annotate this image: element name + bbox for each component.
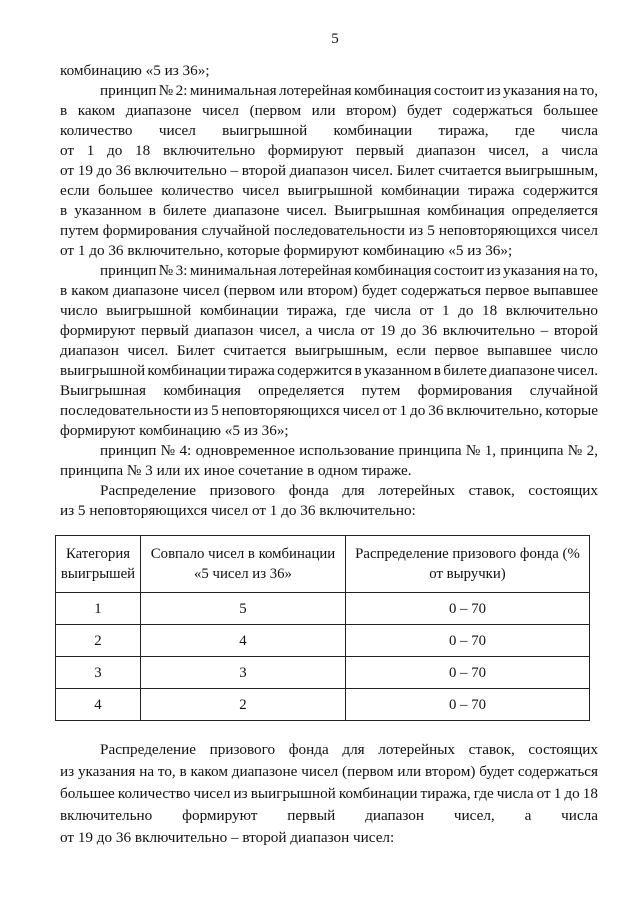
text-line: включительно формируют первый диапазон чисел, а числа bbox=[60, 807, 598, 824]
text-line: Распределение призового фонда для лотерейных ставок, состоящих bbox=[100, 741, 598, 758]
text-line: если большее количество чисел выигрышной комбинации тиража содержится bbox=[60, 182, 598, 199]
table-row bbox=[56, 657, 590, 689]
text-line: Выигрышная комбинация определяется путем формирования случайной bbox=[60, 382, 598, 399]
text-line: принцип № 2: минимальная лотерейная комбинация состоит из указания на то, bbox=[100, 82, 598, 99]
text-line: диапазон чисел. Билет считается выигрышным, если первое выпавшее число bbox=[60, 342, 598, 359]
table-cell: 3 bbox=[56, 657, 141, 689]
text-line: комбинацию «5 из 36»; bbox=[60, 62, 210, 79]
body-text-bottom bbox=[60, 739, 598, 849]
text-line: путем формирования случайной последовательности из 5 неповторяющихся чисел bbox=[60, 222, 598, 239]
table-cell: 0 – 70 bbox=[346, 593, 590, 625]
text-line: в указанном в билете диапазоне чисел. Выигрышная комбинация определяется bbox=[60, 202, 598, 219]
table-cell: 2 bbox=[141, 689, 346, 721]
table-cell: 5 bbox=[141, 593, 346, 625]
text-line: формируют комбинацию «5 из 36»; bbox=[60, 422, 289, 439]
text-line: Распределение призового фонда для лотерейных ставок, состоящих bbox=[100, 482, 598, 499]
text-line: из 5 неповторяющихся чисел от 1 до 36 включительно: bbox=[60, 502, 416, 519]
table-cell: 0 – 70 bbox=[346, 657, 590, 689]
table-row bbox=[56, 593, 590, 625]
text-line: число выигрышной комбинации тиража, где числа от 1 до 18 включительно bbox=[60, 302, 598, 319]
header-distribution: Распределение призового фонда (% от выручки) bbox=[346, 536, 590, 593]
header-matched: Совпало чисел в комбинации «5 чисел из 36» bbox=[141, 536, 346, 593]
text-line: от 1 до 36 включительно, которые формируют комбинацию «5 из 36»; bbox=[60, 242, 513, 259]
text-line: принципа № 3 или их иное сочетание в одном тираже. bbox=[60, 462, 412, 479]
table-cell: 4 bbox=[141, 625, 346, 657]
table-row bbox=[56, 689, 590, 721]
table-cell: 4 bbox=[56, 689, 141, 721]
prize-distribution-table bbox=[55, 535, 590, 721]
table-row bbox=[56, 625, 590, 657]
page-number: 5 bbox=[331, 31, 339, 47]
text-line: последовательности из 5 неповторяющихся чисел от 1 до 36 включительно, которые bbox=[60, 402, 598, 419]
text-line: принцип № 4: одновременное использование принципа № 1, принципа № 2, bbox=[100, 442, 598, 459]
text-line: от 19 до 36 включительно – второй диапазон чисел: bbox=[60, 829, 395, 846]
text-line: от 1 до 18 включительно формируют первый диапазон чисел, а числа bbox=[60, 142, 598, 159]
table-cell: 0 – 70 bbox=[346, 689, 590, 721]
table-cell: 0 – 70 bbox=[346, 625, 590, 657]
table-cell: 1 bbox=[56, 593, 141, 625]
text-line: выигрышной комбинации тиража содержится в указанном в билете диапазоне чисел. bbox=[60, 362, 598, 379]
text-line: от 19 до 36 включительно – второй диапазон чисел. Билет считается выигрышным, bbox=[60, 162, 598, 179]
text-line: формируют первый диапазон чисел, а числа от 19 до 36 включительно – второй bbox=[60, 322, 598, 339]
body-text-top bbox=[60, 61, 598, 521]
text-line: из указания на то, в каком диапазоне чисел (первом или втором) будет содержаться bbox=[60, 763, 598, 780]
table-cell: 3 bbox=[141, 657, 346, 689]
table-header-row bbox=[56, 536, 590, 593]
text-line: большее количество чисел из выигрышной комбинации тиража, где числа от 1 до 18 bbox=[60, 785, 598, 802]
text-line: в каком диапазоне чисел (первом или втором) будет содержаться первое выпавшее bbox=[60, 282, 598, 299]
text-line: принцип № 3: минимальная лотерейная комбинация состоит из указания на то, bbox=[100, 262, 598, 279]
table-cell: 2 bbox=[56, 625, 141, 657]
header-category: Категория выигрышей bbox=[56, 536, 141, 593]
text-line: количество чисел выигрышной комбинации тиража, где числа bbox=[60, 122, 598, 139]
text-line: в каком диапазоне чисел (первом или втором) будет содержаться большее bbox=[60, 102, 598, 119]
